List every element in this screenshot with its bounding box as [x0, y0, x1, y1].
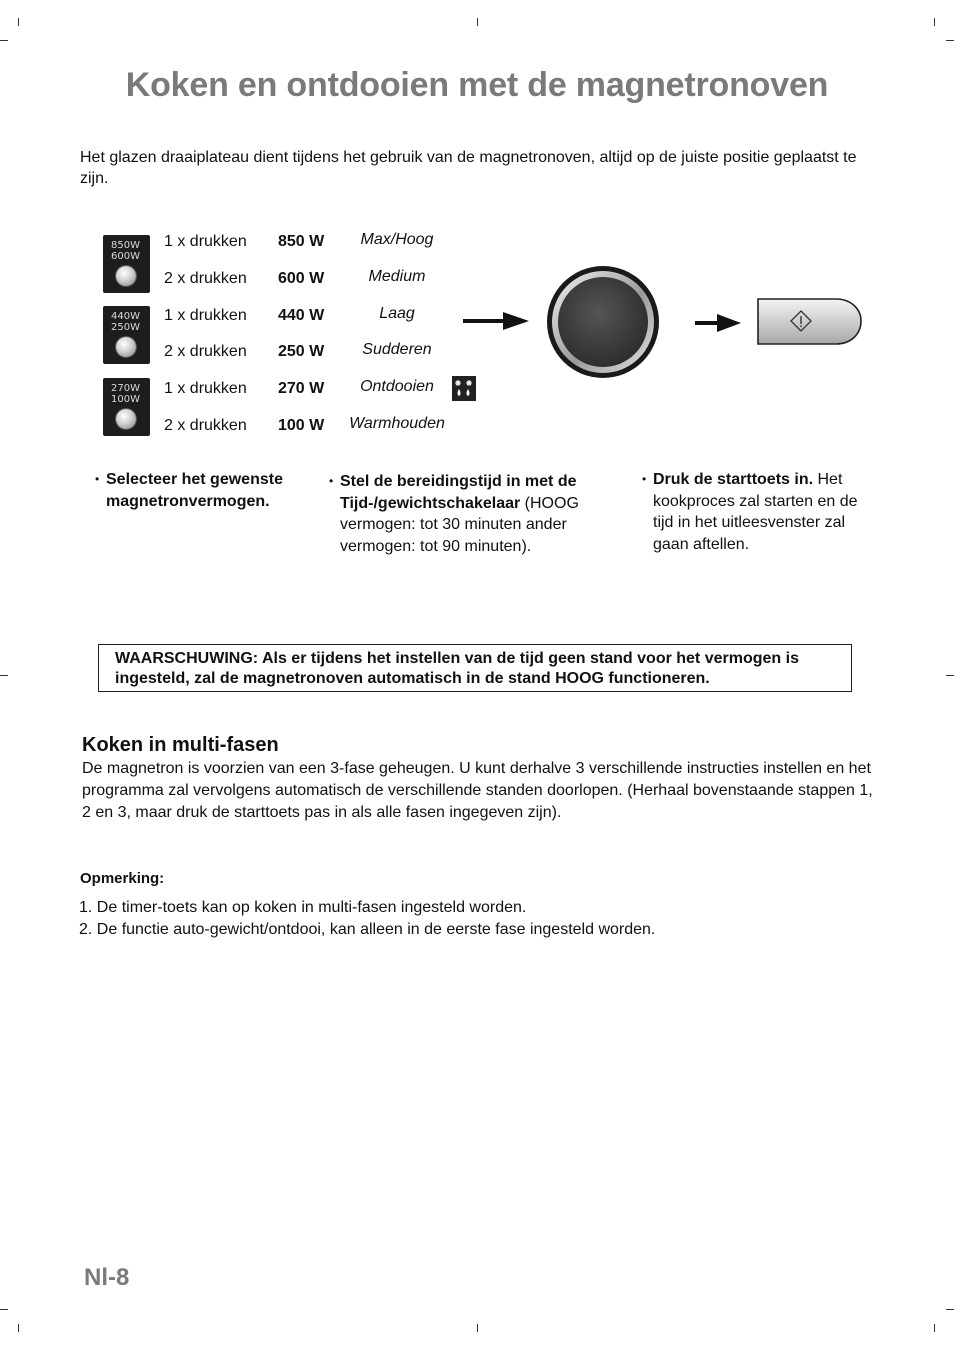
- crop-mark: [934, 18, 935, 26]
- multi-text: De magnetron is voorzien van een 3-fase geheugen. U kunt derhalve 3 verschillende instructies instellen en het programma zal vervolgens automatisch de verschillende standen doorlopen. (Herhaal bovenstaande stappen 1, 2 en 3, maar druk de starttoets pas in als alle fasen ingegeven zijn).: [82, 760, 873, 821]
- row-presses: 2 x drukken: [164, 343, 247, 360]
- row-presses: 2 x drukken: [164, 270, 247, 287]
- step-3-text: Het kookproces zal starten en de tijd in het uitleesvenster zal gaan aftellen.: [653, 471, 858, 553]
- row-presses: 1 x drukken: [164, 380, 247, 397]
- power-button-label: 850W: [111, 240, 140, 251]
- power-button-label: 270W: [111, 383, 140, 394]
- step-1-text: Selecteer het gewenste magnetronvermogen.: [106, 471, 283, 510]
- row-watt: 100 W: [278, 417, 325, 434]
- row-mode: Medium: [368, 268, 426, 285]
- note-list: [79, 897, 655, 940]
- bullet: •: [329, 474, 334, 488]
- row-presses: 1 x drukken: [164, 307, 247, 324]
- row-mode: Max/Hoog: [360, 231, 434, 248]
- row-mode: Sudderen: [362, 341, 432, 358]
- bullet: •: [95, 472, 100, 486]
- list-item: 2. De functie auto-gewicht/ontdooi, kan alleen in de eerste fase ingesteld worden.: [79, 920, 656, 938]
- power-button-270-100[interactable]: [103, 378, 150, 436]
- crop-mark: [18, 18, 19, 26]
- crop-mark: [0, 1309, 8, 1310]
- knob-icon: [116, 266, 136, 286]
- note-heading: Opmerking:: [80, 870, 165, 887]
- row-presses: 1 x drukken: [164, 233, 247, 250]
- crop-mark: [477, 1324, 478, 1332]
- step-2: [329, 471, 596, 557]
- row-mode: Warmhouden: [349, 415, 445, 432]
- page-title: Koken en ontdooien met de magnetronoven: [125, 66, 829, 104]
- power-button-440-250[interactable]: [103, 306, 150, 364]
- power-button-850-600[interactable]: [103, 235, 150, 293]
- power-button-label: 250W: [111, 321, 140, 333]
- power-button-label: 100W: [111, 393, 140, 405]
- row-mode: Ontdooien: [360, 378, 434, 395]
- page-number: Nl-8: [84, 1264, 130, 1291]
- warning-box: WAARSCHUWING: Als er tijdens het instellen van de tijd geen stand voor het vermogen is ingesteld, zal de magnetronoven automatisch in de stand HOOG functioneren.: [98, 644, 852, 692]
- power-button-label: 440W: [111, 311, 140, 322]
- crop-mark: [946, 675, 954, 676]
- step-2-text: (HOOG vermogen: tot 30 minuten ander vermogen: tot 90 minuten).: [340, 494, 579, 555]
- arrow-right-icon: [463, 311, 529, 336]
- crop-mark: [946, 1309, 954, 1310]
- crop-mark: [0, 675, 8, 676]
- crop-mark: [477, 18, 478, 26]
- crop-mark: [946, 40, 954, 41]
- knob-icon: [116, 409, 136, 429]
- step-3: [642, 469, 871, 555]
- power-button-label: 600W: [111, 250, 140, 262]
- step-2-bold: Stel de bereidingstijd in met de Tijd-/gewichtschakelaar: [340, 473, 577, 512]
- crop-mark: [934, 1324, 935, 1332]
- intro-text: Het glazen draaiplateau dient tijdens het gebruik van de magnetronoven, altijd op de juiste positie geplaatst te zijn.: [80, 149, 857, 187]
- row-watt: 850 W: [278, 233, 325, 250]
- crop-mark: [0, 40, 8, 41]
- start-icon: [756, 297, 863, 346]
- step-1: [95, 469, 316, 512]
- row-watt: 440 W: [278, 307, 325, 324]
- row-watt: 250 W: [278, 343, 325, 360]
- step-3-bold: Druk de starttoets in.: [653, 471, 814, 488]
- row-watt: 270 W: [278, 380, 325, 397]
- list-item: 1. De timer-toets kan op koken in multi-fasen ingesteld worden.: [79, 899, 527, 916]
- row-presses: 2 x drukken: [164, 417, 247, 434]
- dial-icon[interactable]: [546, 265, 660, 384]
- row-mode: Laag: [379, 305, 415, 322]
- row-watt: 600 W: [278, 270, 325, 287]
- bullet: •: [642, 472, 647, 486]
- arrow-right-icon: [695, 313, 741, 338]
- knob-icon: [116, 337, 136, 357]
- defrost-icon: [452, 376, 476, 401]
- crop-mark: [18, 1324, 19, 1332]
- multi-heading: Koken in multi-fasen: [82, 734, 279, 756]
- start-button[interactable]: [756, 297, 863, 351]
